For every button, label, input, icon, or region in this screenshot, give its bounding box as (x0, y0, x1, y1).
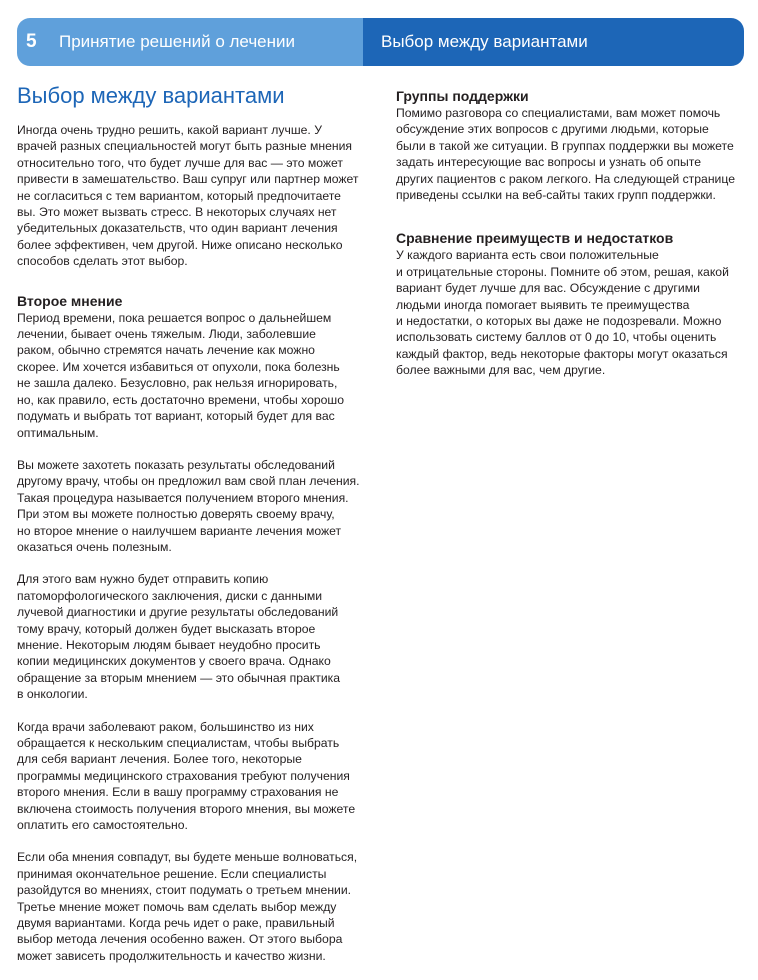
pros-cons-paragraph: У каждого варианта есть свои положительные и отрицательные стороны. Помните об этом, решая, какой вариант будет лучше для вас. Обсуждение с другими людьми иногда помогает выявить те преимущества и недостатки, о которых вы даже не подозревали. Можно использовать систему баллов от 0 до 10, чтобы оценить каждый фактор, ведь некоторые факторы могут оказаться более важными для вас, чем другие. (396, 248, 729, 378)
paragraph: Когда врачи заболевают раком, большинство из них обращается к нескольким специалистам, чтобы выбрать для себя вариант лечения. Более того, некоторые программы медицинского страхования требуют получения второго мнения. Если в вашу программу страхования не включена стоимость получения второго мнения, вы можете оплатить его самостоятельно. (17, 719, 356, 833)
paragraph: Если оба мнения совпадут, вы будете меньше волноваться, принимая окончательное решение. Если специалисты разойдутся во мнениях, стоит подумать о третьем мнении. Третье мнение может помочь вам сделать выбор между двумя вариантами. Когда речь идет о раке, правильный выбор метода лечения особенно важен. От этого выбора может зависеть продолжительность и качество жизни. (17, 850, 358, 963)
second-opinion-heading: Второе мнение (17, 292, 123, 309)
chapter-number: 5 (26, 31, 37, 52)
support-groups-paragraph: Помимо разговора со специалистами, вам может помочь обсуждение этих вопросов с другими людьми, которые были в такой же ситуации. В группах поддержки вы можете задать интересующие вас вопросы и узнать об опыте других пациентов с раком легкого. На следующей странице приведены ссылки на веб-сайты таких групп поддержки. (396, 106, 735, 203)
right-column (396, 82, 744, 395)
chapter-header-left (17, 18, 363, 66)
paragraph: Период времени, пока решается вопрос о дальнейшем лечении, бывает очень тяжелым. Люди, заболевшие раком, обычно стремятся начать лечение как можно скорее. Им хочется избавиться от опухоли, пока болезнь не зашла далеко. Безусловно, рак нельзя игнорировать, но, как правило, есть достаточно времени, чтобы хорошо подумать и выбрать тот вариант, который будет для вас оптимальным. (17, 310, 344, 440)
support-groups-heading: Группы поддержки (396, 88, 529, 104)
chapter-title: Принятие решений о лечении (59, 32, 296, 51)
intro-paragraph: Иногда очень трудно решить, какой вариант лучше. У врачей разных специальностей могут быть разные мнения относительно того, что будет лучше для вас — это может привести в замешательство. Ваш супруг или партнер может не согласиться с тем вариантом, который предпочитаете вы. Это может вызвать стресс. В некоторых случаях нет убедительных доказательств, что один вариант лечения более эффективен, чем другой. Ниже описано несколько способов сделать этот выбор. (17, 123, 359, 269)
section-header (363, 18, 744, 66)
left-column (17, 82, 367, 980)
chapter-header (17, 18, 744, 66)
paragraph: Для этого вам нужно будет отправить копию патоморфологического заключения, диски с данными лучевой диагностики и другие результаты обследований тому врачу, который должен будет высказать второе мнение. Некоторым людям бывает неудобно просить копии медицинских документов у своего врача. Однако обращение за вторым мнением — это обычная практика в онкологии. (17, 572, 341, 702)
paragraph: Вы можете захотеть показать результаты обследований другому врачу, чтобы он предложил вам свой план лечения. Такая процедура называется получением второго мнения. При этом вы можете полностью доверять своему врачу, но второе мнение о наилучшем варианте лечения может оказаться очень полезным. (17, 457, 360, 554)
section-title: Выбор между вариантами (381, 32, 588, 51)
pros-cons-heading: Сравнение преимуществ и недостатков (396, 230, 674, 247)
page-heading: Выбор между вариантами (17, 83, 285, 108)
